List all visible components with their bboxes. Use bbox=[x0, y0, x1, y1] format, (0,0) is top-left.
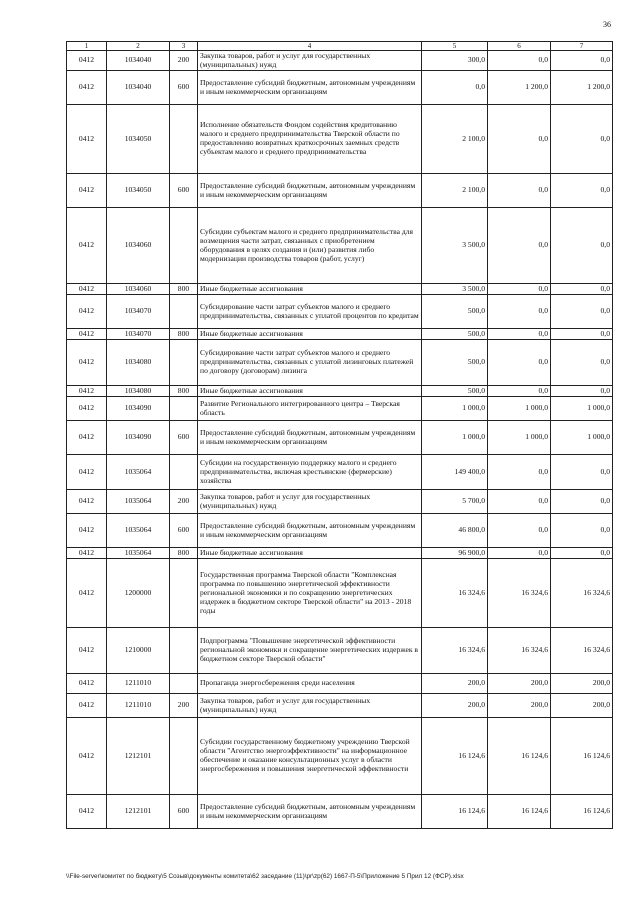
amount-col5: 1 000,0 bbox=[422, 397, 488, 421]
amount-col7: 0,0 bbox=[551, 295, 613, 329]
target-article-code: 1034060 bbox=[107, 284, 170, 295]
row-description: Субсидирование части затрат субъектов малого и среднего предпринимательства, связанных с уплатой процентов по кредитам bbox=[198, 295, 422, 329]
amount-col6: 0,0 bbox=[488, 295, 551, 329]
expense-type-code bbox=[170, 718, 198, 795]
row-description: Закупка товаров, работ и услуг для государственных (муниципальных) нужд bbox=[198, 51, 422, 71]
target-article-code: 1035064 bbox=[107, 514, 170, 548]
section-code: 0412 bbox=[67, 559, 107, 628]
table-row bbox=[67, 51, 613, 71]
section-code: 0412 bbox=[67, 329, 107, 340]
section-code: 0412 bbox=[67, 71, 107, 105]
expense-type-code bbox=[170, 628, 198, 674]
target-article-code: 1212101 bbox=[107, 795, 170, 829]
section-code: 0412 bbox=[67, 514, 107, 548]
amount-col6: 200,0 bbox=[488, 694, 551, 718]
expense-type-code bbox=[170, 455, 198, 490]
row-description: Государственная программа Тверской области "Комплексная программа по повышению энергетической эффективности региональной экономики и по сокращению энергетических издержек в бюджетном секторе Тверской области" на 2013 - 2018 годы bbox=[198, 559, 422, 628]
expense-type-code bbox=[170, 340, 198, 386]
amount-col7: 16 124,6 bbox=[551, 795, 613, 829]
amount-col7: 1 200,0 bbox=[551, 71, 613, 105]
expense-type-code: 600 bbox=[170, 71, 198, 105]
expense-type-code: 600 bbox=[170, 795, 198, 829]
target-article-code: 1034090 bbox=[107, 421, 170, 455]
amount-col7: 1 000,0 bbox=[551, 421, 613, 455]
expense-type-code: 800 bbox=[170, 329, 198, 340]
target-article-code: 1034050 bbox=[107, 105, 170, 174]
section-code: 0412 bbox=[67, 455, 107, 490]
amount-col5: 3 500,0 bbox=[422, 284, 488, 295]
row-description: Субсидии государственному бюджетному учреждению Тверской области "Агентство энергоэффективности" на информационное обеспечение и оказание консультационных услуг в области энергосбережения и повышения энергетической эффективности bbox=[198, 718, 422, 795]
table-row bbox=[67, 628, 613, 674]
expense-type-code bbox=[170, 674, 198, 694]
amount-col6: 16 324,6 bbox=[488, 628, 551, 674]
table-row bbox=[67, 514, 613, 548]
amount-col5: 200,0 bbox=[422, 674, 488, 694]
amount-col5: 500,0 bbox=[422, 386, 488, 397]
amount-col7: 0,0 bbox=[551, 514, 613, 548]
table-header-row bbox=[67, 42, 613, 51]
amount-col7: 200,0 bbox=[551, 674, 613, 694]
amount-col7: 16 324,6 bbox=[551, 559, 613, 628]
section-code: 0412 bbox=[67, 51, 107, 71]
amount-col7: 0,0 bbox=[551, 490, 613, 514]
amount-col7: 0,0 bbox=[551, 455, 613, 490]
table-row bbox=[67, 674, 613, 694]
section-code: 0412 bbox=[67, 208, 107, 284]
section-code: 0412 bbox=[67, 694, 107, 718]
row-description: Субсидирование части затрат субъектов малого и среднего предпринимательства, связанных с уплатой лизинговых платежей по договору (договорам) лизинга bbox=[198, 340, 422, 386]
row-description: Иные бюджетные ассигнования bbox=[198, 548, 422, 559]
amount-col5: 500,0 bbox=[422, 329, 488, 340]
row-description: Исполнение обязательств Фондом содействия кредитованию малого и среднего предпринимательства Тверской области по предоставлению возвратных краткосрочных заемных средств субъектам малого и среднего предпринимательства bbox=[198, 105, 422, 174]
amount-col5: 200,0 bbox=[422, 694, 488, 718]
table-row bbox=[67, 340, 613, 386]
section-code: 0412 bbox=[67, 674, 107, 694]
row-description: Закупка товаров, работ и услуг для государственных (муниципальных) нужд bbox=[198, 490, 422, 514]
amount-col5: 16 124,6 bbox=[422, 718, 488, 795]
target-article-code: 1211010 bbox=[107, 694, 170, 718]
expense-type-code bbox=[170, 397, 198, 421]
row-description: Предоставление субсидий бюджетным, автономным учреждениям и иным некоммерческим организациям bbox=[198, 421, 422, 455]
amount-col6: 0,0 bbox=[488, 340, 551, 386]
amount-col6: 0,0 bbox=[488, 455, 551, 490]
target-article-code: 1212101 bbox=[107, 718, 170, 795]
amount-col6: 200,0 bbox=[488, 674, 551, 694]
amount-col7: 0,0 bbox=[551, 174, 613, 208]
expense-type-code: 600 bbox=[170, 421, 198, 455]
amount-col6: 0,0 bbox=[488, 105, 551, 174]
section-code: 0412 bbox=[67, 628, 107, 674]
table-row bbox=[67, 718, 613, 795]
amount-col5: 300,0 bbox=[422, 51, 488, 71]
expense-type-code: 600 bbox=[170, 174, 198, 208]
column-header: 6 bbox=[488, 42, 551, 51]
amount-col6: 0,0 bbox=[488, 329, 551, 340]
amount-col6: 16 124,6 bbox=[488, 795, 551, 829]
amount-col7: 200,0 bbox=[551, 694, 613, 718]
table-row bbox=[67, 694, 613, 718]
amount-col5: 500,0 bbox=[422, 295, 488, 329]
row-description: Предоставление субсидий бюджетным, автономным учреждениям и иным некоммерческим организациям bbox=[198, 795, 422, 829]
column-header: 5 bbox=[422, 42, 488, 51]
row-description: Пропаганда энергосбережения среди населения bbox=[198, 674, 422, 694]
budget-table bbox=[66, 41, 613, 829]
target-article-code: 1034070 bbox=[107, 329, 170, 340]
row-description: Субсидии на государственную поддержку малого и среднего предпринимательства, включая крестьянские (фермерские) хозяйства bbox=[198, 455, 422, 490]
amount-col6: 0,0 bbox=[488, 51, 551, 71]
amount-col6: 1 200,0 bbox=[488, 71, 551, 105]
amount-col7: 0,0 bbox=[551, 386, 613, 397]
row-description: Подпрограмма "Повышение энергетической эффективности региональной экономики и сокращение энергетических издержек в бюджетном секторе Тверской области" bbox=[198, 628, 422, 674]
amount-col5: 16 324,6 bbox=[422, 559, 488, 628]
amount-col7: 0,0 bbox=[551, 284, 613, 295]
table-row bbox=[67, 105, 613, 174]
row-description: Иные бюджетные ассигнования bbox=[198, 386, 422, 397]
file-path-footer: \\File-server\комитет по бюджету\5 Созыв\документы комитета\62 заседание (11)\pr\zp(62) 1667-П-5\Приложение 5 Прил 12 (ФСР).xlsx bbox=[66, 873, 464, 880]
expense-type-code: 800 bbox=[170, 548, 198, 559]
target-article-code: 1210000 bbox=[107, 628, 170, 674]
column-header: 3 bbox=[170, 42, 198, 51]
row-description: Предоставление субсидий бюджетным, автономным учреждениям и иным некоммерческим организациям bbox=[198, 174, 422, 208]
section-code: 0412 bbox=[67, 548, 107, 559]
expense-type-code: 200 bbox=[170, 490, 198, 514]
table-row bbox=[67, 455, 613, 490]
expense-type-code bbox=[170, 559, 198, 628]
amount-col5: 96 900,0 bbox=[422, 548, 488, 559]
amount-col5: 149 400,0 bbox=[422, 455, 488, 490]
amount-col5: 0,0 bbox=[422, 71, 488, 105]
column-header: 4 bbox=[198, 42, 422, 51]
amount-col7: 0,0 bbox=[551, 208, 613, 284]
table-row bbox=[67, 490, 613, 514]
expense-type-code bbox=[170, 295, 198, 329]
section-code: 0412 bbox=[67, 718, 107, 795]
section-code: 0412 bbox=[67, 490, 107, 514]
amount-col7: 16 124,6 bbox=[551, 718, 613, 795]
expense-type-code: 600 bbox=[170, 514, 198, 548]
amount-col6: 0,0 bbox=[488, 208, 551, 284]
amount-col6: 1 000,0 bbox=[488, 397, 551, 421]
row-description: Субсидии субъектам малого и среднего предпринимательства для возмещения части затрат, связанных с приобретением оборудования в целях создания и (или) развития либо модернизации производства товаров (работ, услуг) bbox=[198, 208, 422, 284]
amount-col6: 0,0 bbox=[488, 174, 551, 208]
amount-col6: 0,0 bbox=[488, 490, 551, 514]
expense-type-code: 800 bbox=[170, 284, 198, 295]
table-row bbox=[67, 284, 613, 295]
section-code: 0412 bbox=[67, 340, 107, 386]
expense-type-code: 800 bbox=[170, 386, 198, 397]
amount-col5: 2 100,0 bbox=[422, 174, 488, 208]
table-row bbox=[67, 386, 613, 397]
amount-col5: 1 000,0 bbox=[422, 421, 488, 455]
amount-col7: 0,0 bbox=[551, 105, 613, 174]
column-header: 7 bbox=[551, 42, 613, 51]
target-article-code: 1034040 bbox=[107, 71, 170, 105]
amount-col6: 1 000,0 bbox=[488, 421, 551, 455]
row-description: Предоставление субсидий бюджетным, автономным учреждениям и иным некоммерческим организациям bbox=[198, 514, 422, 548]
target-article-code: 1034070 bbox=[107, 295, 170, 329]
amount-col5: 16 124,6 bbox=[422, 795, 488, 829]
amount-col7: 0,0 bbox=[551, 51, 613, 71]
table-row bbox=[67, 421, 613, 455]
target-article-code: 1035064 bbox=[107, 548, 170, 559]
table-row bbox=[67, 548, 613, 559]
row-description: Развитие Регионального интегрированного центра – Тверская область bbox=[198, 397, 422, 421]
table-row bbox=[67, 329, 613, 340]
row-description: Закупка товаров, работ и услуг для государственных (муниципальных) нужд bbox=[198, 694, 422, 718]
column-header: 2 bbox=[107, 42, 170, 51]
table-row bbox=[67, 71, 613, 105]
amount-col6: 0,0 bbox=[488, 514, 551, 548]
section-code: 0412 bbox=[67, 421, 107, 455]
target-article-code: 1034080 bbox=[107, 340, 170, 386]
expense-type-code: 200 bbox=[170, 694, 198, 718]
section-code: 0412 bbox=[67, 105, 107, 174]
row-description: Иные бюджетные ассигнования bbox=[198, 284, 422, 295]
amount-col6: 16 124,6 bbox=[488, 718, 551, 795]
section-code: 0412 bbox=[67, 397, 107, 421]
amount-col5: 5 700,0 bbox=[422, 490, 488, 514]
amount-col5: 500,0 bbox=[422, 340, 488, 386]
section-code: 0412 bbox=[67, 795, 107, 829]
table-row bbox=[67, 397, 613, 421]
table-row bbox=[67, 208, 613, 284]
amount-col7: 0,0 bbox=[551, 340, 613, 386]
expense-type-code: 200 bbox=[170, 51, 198, 71]
amount-col5: 3 500,0 bbox=[422, 208, 488, 284]
column-header: 1 bbox=[67, 42, 107, 51]
target-article-code: 1034080 bbox=[107, 386, 170, 397]
target-article-code: 1035064 bbox=[107, 455, 170, 490]
amount-col6: 0,0 bbox=[488, 284, 551, 295]
target-article-code: 1211010 bbox=[107, 674, 170, 694]
table-row bbox=[67, 795, 613, 829]
amount-col5: 16 324,6 bbox=[422, 628, 488, 674]
expense-type-code bbox=[170, 208, 198, 284]
target-article-code: 1200000 bbox=[107, 559, 170, 628]
section-code: 0412 bbox=[67, 386, 107, 397]
table-row bbox=[67, 174, 613, 208]
table-row bbox=[67, 559, 613, 628]
amount-col7: 0,0 bbox=[551, 548, 613, 559]
amount-col7: 1 000,0 bbox=[551, 397, 613, 421]
target-article-code: 1035064 bbox=[107, 490, 170, 514]
expense-type-code bbox=[170, 105, 198, 174]
table-row bbox=[67, 295, 613, 329]
row-description: Иные бюджетные ассигнования bbox=[198, 329, 422, 340]
amount-col7: 16 324,6 bbox=[551, 628, 613, 674]
row-description: Предоставление субсидий бюджетным, автономным учреждениям и иным некоммерческим организациям bbox=[198, 71, 422, 105]
section-code: 0412 bbox=[67, 295, 107, 329]
amount-col5: 46 800,0 bbox=[422, 514, 488, 548]
amount-col6: 16 324,6 bbox=[488, 559, 551, 628]
target-article-code: 1034040 bbox=[107, 51, 170, 71]
target-article-code: 1034050 bbox=[107, 174, 170, 208]
target-article-code: 1034060 bbox=[107, 208, 170, 284]
amount-col6: 0,0 bbox=[488, 548, 551, 559]
target-article-code: 1034090 bbox=[107, 397, 170, 421]
section-code: 0412 bbox=[67, 174, 107, 208]
amount-col6: 0,0 bbox=[488, 386, 551, 397]
page-number: 36 bbox=[603, 20, 611, 29]
amount-col5: 2 100,0 bbox=[422, 105, 488, 174]
section-code: 0412 bbox=[67, 284, 107, 295]
amount-col7: 0,0 bbox=[551, 329, 613, 340]
